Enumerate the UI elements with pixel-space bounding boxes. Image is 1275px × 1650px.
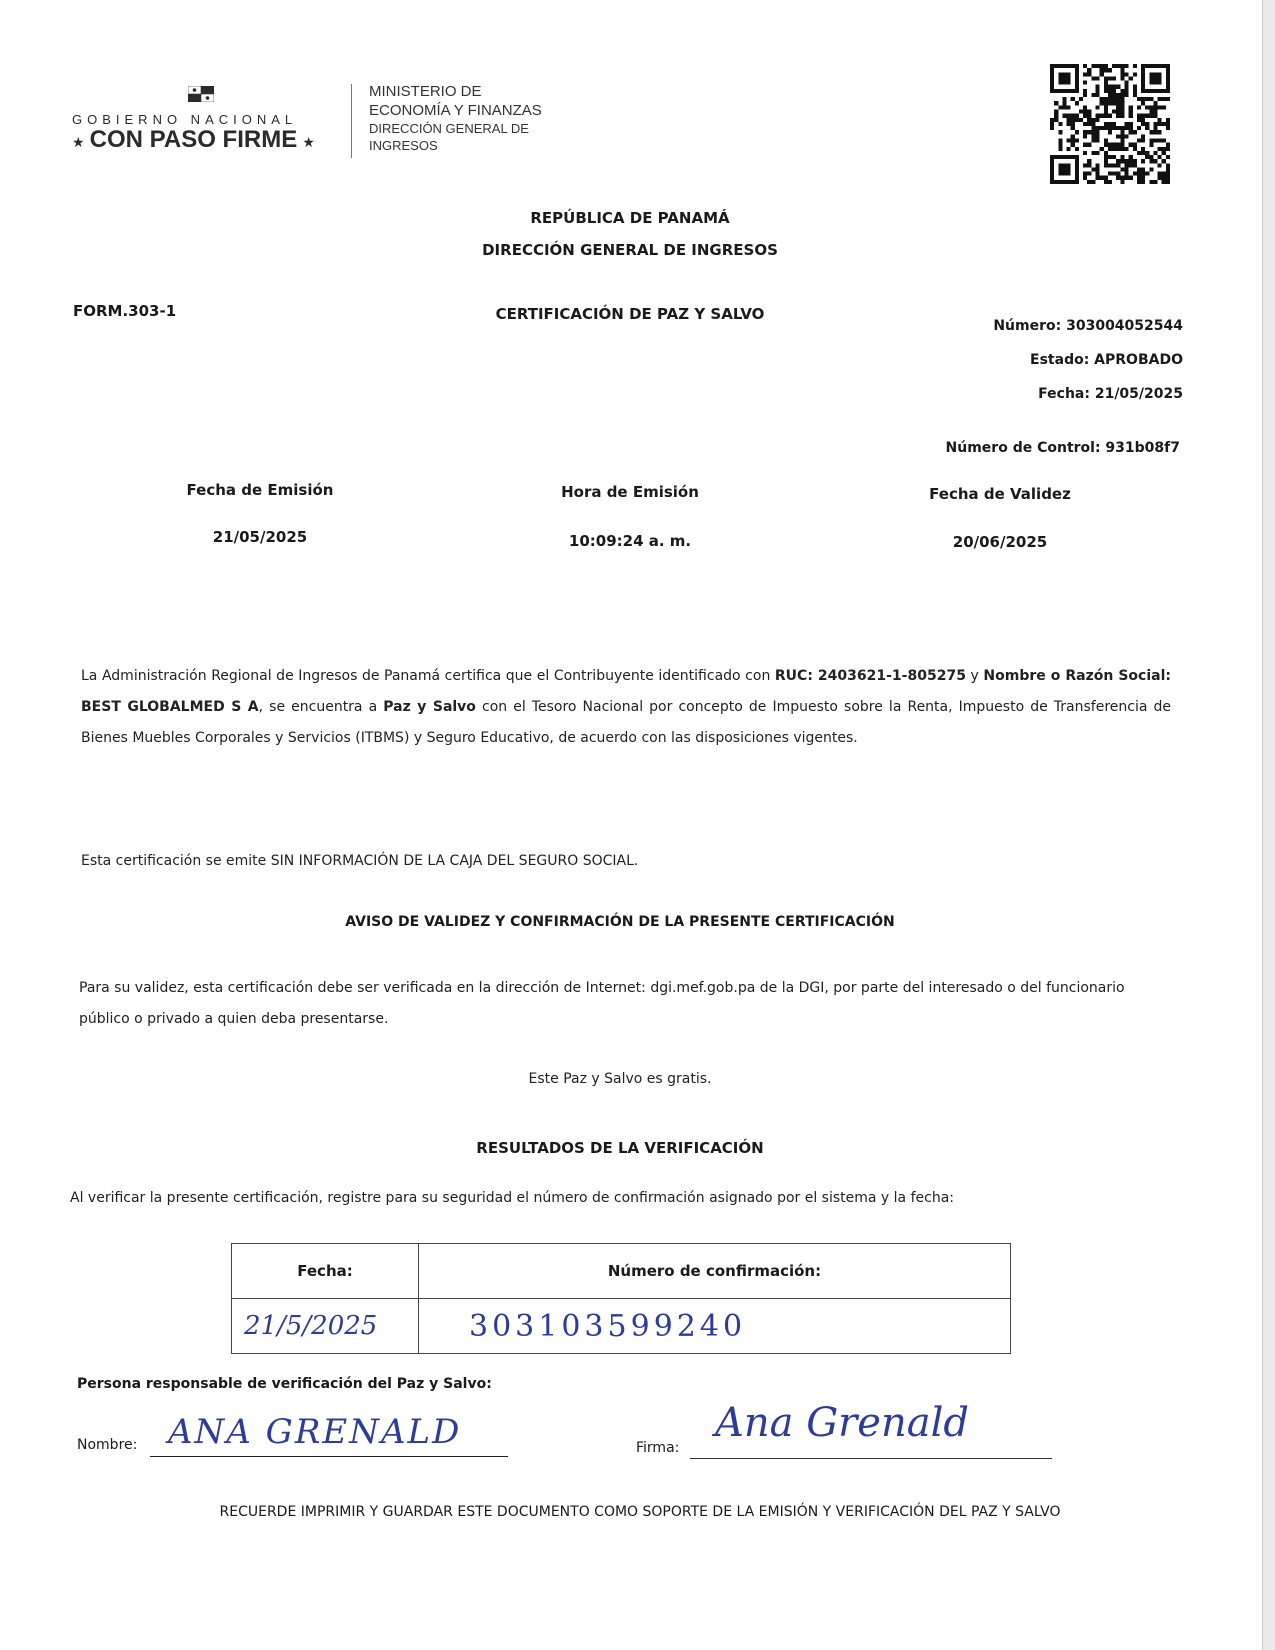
- hora-label: Hora de Emisión: [561, 483, 699, 501]
- nombre-line: [150, 1456, 508, 1457]
- footer-notice: RECUERDE IMPRIMIR Y GUARDAR ESTE DOCUMENTO COMO SOPORTE DE LA EMISIÓN Y VERIFICACIÓN DEL PAZ Y SALVO: [219, 1504, 1061, 1520]
- star-icon: ★: [72, 135, 85, 151]
- fecha-handwritten: 21/5/2025: [244, 1311, 378, 1341]
- validity-paragraph: Para su validez, esta certificación debe ser verificada en la dirección de Internet: dgi.mef.gob.pa de la DGI, por parte del interesado o del funcionario público o privado a quien deba presentarse.: [79, 980, 1125, 1027]
- emision-label: Fecha de Emisión: [186, 481, 334, 499]
- emision-value: 21/05/2025: [212, 528, 308, 546]
- certification-paragraph: [81, 661, 1171, 754]
- document-title: CERTIFICACIÓN DE PAZ Y SALVO: [495, 305, 765, 323]
- aviso-title: AVISO DE VALIDEZ Y CONFIRMACIÓN DE LA PRESENTE CERTIFICACIÓN: [345, 914, 895, 930]
- numero-cell: [419, 1299, 1011, 1354]
- nombre-handwritten: ANA GRENALD: [168, 1412, 462, 1452]
- p1-text-b: y: [965, 668, 984, 684]
- logo-main-text: CON PASO FIRME: [89, 126, 298, 153]
- firma-label: Firma:: [636, 1440, 680, 1456]
- fecha: Fecha: 21/05/2025: [1038, 386, 1183, 402]
- verify-instruction: Al verificar la presente certificación, registre para su seguridad el número de confirmación asignado por el sistema y la fecha:: [70, 1190, 954, 1206]
- col-fecha-header: Fecha:: [232, 1244, 419, 1299]
- estado: Estado: APROBADO: [1030, 352, 1183, 368]
- form-code: FORM.303-1: [73, 302, 177, 320]
- signature: Ana Grenald: [715, 1400, 969, 1446]
- fecha-cell: [232, 1299, 419, 1354]
- responsable-title: Persona responsable de verificación del Paz y Salvo:: [77, 1376, 492, 1392]
- ministry-line3: DIRECCIÓN GENERAL DE: [369, 121, 529, 136]
- col-numero-header: Número de confirmación:: [419, 1244, 1011, 1299]
- ruc: RUC: 2403621-1-805275: [774, 668, 966, 684]
- page-edge: [1262, 0, 1275, 1650]
- logo-top-text: GOBIERNO NACIONAL: [72, 112, 298, 127]
- p1-text-a: La Administración Regional de Ingresos de Panamá certifica que el Contribuyente identificado con: [81, 668, 775, 684]
- star-icon: ★: [302, 135, 315, 151]
- qr-code: [1050, 64, 1170, 184]
- p1-text-c: , se encuentra a: [258, 699, 384, 715]
- title-line2: DIRECCIÓN GENERAL DE INGRESOS: [482, 241, 778, 259]
- verification-table: [231, 1243, 1011, 1354]
- razon-social: Nombre o Razón Social: BEST GLOBALMED S A: [81, 668, 1171, 715]
- ministry-block: [369, 82, 542, 154]
- nombre-label: Nombre:: [77, 1437, 138, 1453]
- numero: Número: 303004052544: [993, 318, 1183, 334]
- validez-value: 20/06/2025: [952, 533, 1048, 551]
- title-line1: REPÚBLICA DE PANAMÁ: [530, 209, 730, 227]
- numero-handwritten: 303103599240: [469, 1308, 747, 1344]
- css-notice: Esta certificación se emite SIN INFORMACIÓN DE LA CAJA DEL SEGURO SOCIAL.: [81, 853, 639, 869]
- logo-divider: [351, 84, 352, 158]
- firma-line: [690, 1458, 1052, 1459]
- numero-control: Número de Control: 931b08f7: [945, 440, 1180, 456]
- panama-flag-icon: [188, 86, 214, 102]
- ministry-line1: MINISTERIO DE: [369, 83, 482, 100]
- ministry-line4: INGRESOS: [369, 138, 438, 153]
- hora-value: 10:09:24 a. m.: [568, 532, 692, 550]
- p1-text-d: con el Tesoro Nacional por concepto de Impuesto sobre la Renta, Impuesto de Transferencia de Bienes Muebles Corporales y Servicios (ITBMS) y Seguro Educativo, de acuerdo con las disposiciones vigentes.: [81, 699, 1171, 746]
- validez-label: Fecha de Validez: [929, 485, 1071, 503]
- free-notice: Este Paz y Salvo es gratis.: [528, 1071, 712, 1087]
- meta-block: [993, 309, 1183, 411]
- ministry-line2: ECONOMÍA Y FINANZAS: [369, 102, 542, 119]
- resultados-title: RESULTADOS DE LA VERIFICACIÓN: [476, 1139, 764, 1157]
- paz-y-salvo: Paz y Salvo: [383, 699, 476, 715]
- logo-main-wrap: [72, 126, 315, 154]
